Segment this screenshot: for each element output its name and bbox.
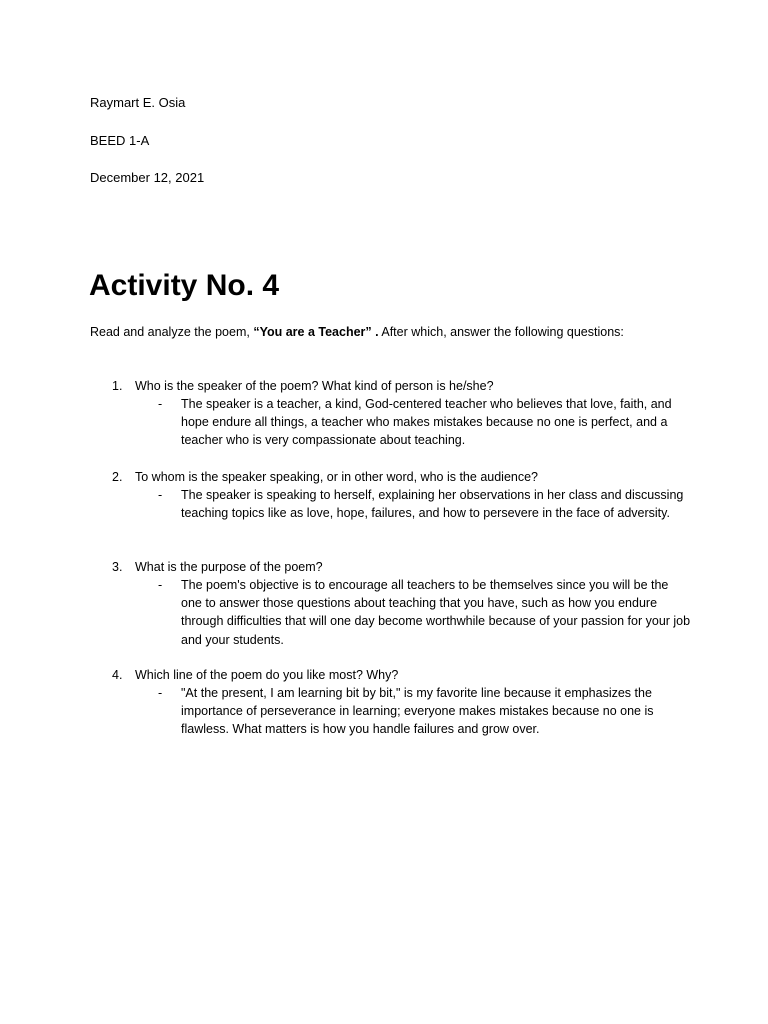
poem-title: “You are a Teacher” .	[253, 325, 379, 339]
answer-text: The poem's objective is to encourage all teachers to be themselves since you will be the one to answer those questions about teaching that you have, such as how you endure through difficulties that will one day become worthwhile because of your passion for your job and your students.	[181, 578, 691, 647]
answer-text: The speaker is speaking to herself, explaining her observations in her class and discussing teaching topics like as love, hope, failures, and how to persevere in the face of adversity.	[181, 488, 684, 521]
question-text: What is the purpose of the poem?	[135, 560, 323, 574]
instructions-prefix: Read and analyze the poem,	[90, 325, 254, 339]
author-name: Raymart E. Osia	[90, 95, 186, 110]
class-section: BEED 1-A	[90, 133, 150, 148]
answer-text: "At the present, I am learning bit by bit," is my favorite line because it emphasizes the importance of perseverance in learning; everyone makes mistakes because no one is flawless. What matters is how you handle failures and grow over.	[181, 686, 654, 737]
document-date: December 12, 2021	[90, 170, 205, 185]
answer-text: The speaker is a teacher, a kind, God-centered teacher who believes that love, faith, and hope endure all things, a teacher who makes mistakes because no one is perfect, and a teacher who is very compassionate about teaching.	[181, 397, 672, 448]
instructions	[90, 324, 730, 340]
answer-bullet: -	[158, 686, 163, 700]
question-number: 4.	[112, 668, 123, 682]
answer-bullet: -	[158, 488, 163, 502]
question-text: Who is the speaker of the poem? What kind of person is he/she?	[135, 379, 494, 393]
answer-bullet: -	[158, 397, 163, 411]
question-text: Which line of the poem do you like most? Why?	[135, 668, 399, 682]
instructions-suffix: After which, answer the following questions:	[378, 325, 624, 339]
question-number: 3.	[112, 560, 123, 574]
question-number: 1.	[112, 379, 123, 393]
activity-title: Activity No. 4	[89, 269, 280, 302]
question-number: 2.	[112, 470, 123, 484]
answer-bullet: -	[158, 578, 163, 592]
question-text: To whom is the speaker speaking, or in other word, who is the audience?	[135, 470, 539, 484]
